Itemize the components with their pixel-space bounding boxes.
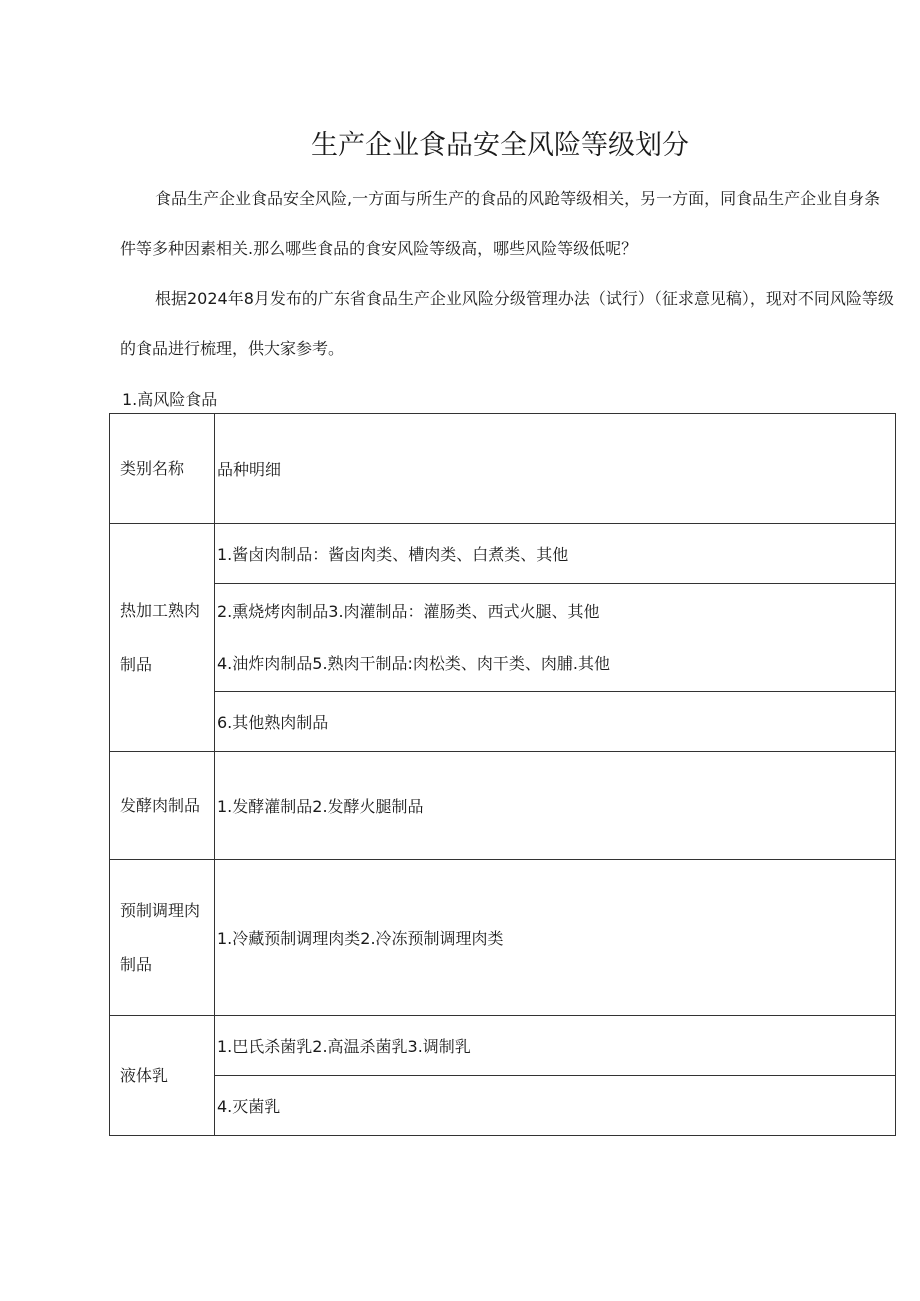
detail-prepared-meat: 1.冷藏预制调理肉类2.冷冻预制调理肉类: [215, 860, 896, 1016]
table-row: [110, 584, 896, 692]
detail-cooked-meat-2: [215, 584, 896, 692]
table-row: [110, 692, 896, 752]
detail-cooked-meat-2-line1: 2.熏烧烤肉制品3.肉灌制品：灌肠类、西式火腿、其他: [217, 601, 600, 621]
category-liquid-milk: 液体乳: [110, 1016, 215, 1136]
category-cooked-meat: 热加工熟肉制品: [110, 524, 215, 752]
high-risk-food-table: [109, 413, 896, 1136]
table-row: [110, 752, 896, 860]
basis-paragraph: [120, 274, 895, 374]
category-fermented-meat: 发酵肉制品: [110, 752, 215, 860]
table-row: [110, 1076, 896, 1136]
detail-cooked-meat-3: 6.其他熟肉制品: [215, 692, 896, 752]
intro-paragraph: [120, 174, 895, 274]
detail-cooked-meat-1: 1.酱卤肉制品：酱卤肉类、槽肉类、白煮类、其他: [215, 524, 896, 584]
detail-cooked-meat-2-line2: 4.油炸肉制品5.熟肉干制品:肉松类、肉干类、肉脯.其他: [217, 653, 611, 673]
header-category: 类别名称: [110, 414, 215, 524]
table-row: [110, 1016, 896, 1076]
section-heading: 1.高风险食品: [122, 390, 218, 409]
intro-paragraph-text: 食品生产企业食品安全风险,一方面与所生产的食品的风跄等级相关，另一方面，同食品生产企业自身条件等多种因素相关.那么哪些食品的食安风险等级高，哪些风险等级低呢？: [120, 189, 881, 258]
detail-liquid-milk-1: 1.巴氏杀菌乳2.高温杀菌乳3.调制乳: [215, 1016, 896, 1076]
table-row: [110, 524, 896, 584]
detail-fermented-meat: 1.发酵灌制品2.发酵火腿制品: [215, 752, 896, 860]
document-title: 生产企业食品安全风险等级划分: [311, 130, 689, 161]
detail-liquid-milk-2: 4.灭菌乳: [215, 1076, 896, 1136]
basis-paragraph-text: 根据2024年8月发布的广东省食品生产企业风险分级管理办法（试行）（征求意见稿），现对不同风险等级的食品进行梳理，供大家参考。: [120, 289, 894, 358]
header-detail: 品种明细: [215, 414, 896, 524]
table-header-row: [110, 414, 896, 524]
table-row: [110, 860, 896, 1016]
category-prepared-meat: 预制调理肉制品: [110, 860, 215, 1016]
